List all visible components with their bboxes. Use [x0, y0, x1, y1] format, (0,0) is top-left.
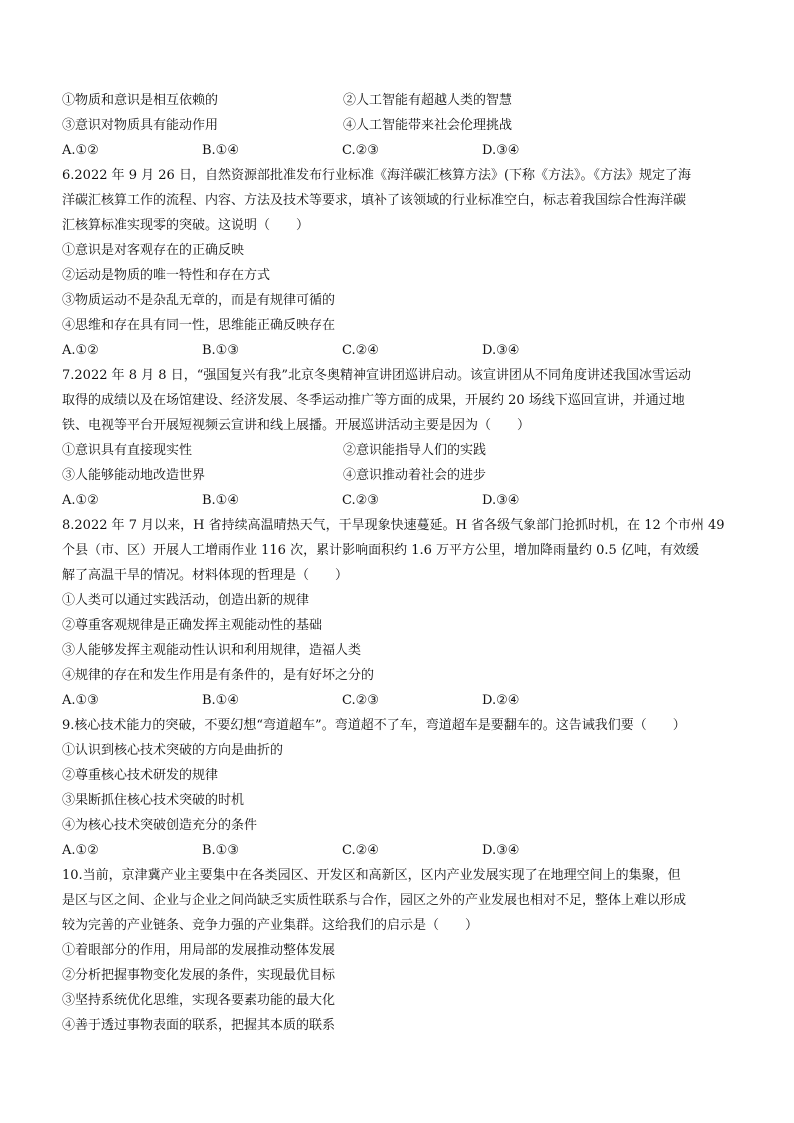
- choice-d: D.③④: [482, 493, 520, 508]
- option: ④为核心技术突破创造充分的条件: [62, 818, 258, 833]
- option: ④意识推动着社会的进步: [343, 468, 487, 483]
- choice-row: [62, 138, 738, 163]
- question-stem-line: 较为完善的产业链条、竞争力强的产业集群。这给我们的启示是（ ）: [62, 918, 479, 933]
- question-9: [62, 713, 738, 863]
- question-stem-line: 8.2022 年 7 月以来，H 省持续高温晴热天气，干旱现象快速蔓延。H 省各级气象部门抢抓时机，在 12 个市州 49: [62, 518, 725, 533]
- question-stem-line: 铁、电视等平台开展短视频云宣讲和线上展播。开展巡讲活动主要是因为（ ）: [62, 418, 531, 433]
- option-row: [62, 88, 738, 113]
- option: ②分析把握事物变化发展的条件，实现最优目标: [62, 968, 336, 983]
- option: ①人类可以通过实践活动，创造出新的规律: [62, 593, 310, 608]
- choice-d: D.③④: [482, 343, 520, 358]
- question-stem-line: 10.当前，京津冀产业主要集中在各类园区、开发区和高新区，区内产业发展实现了在地理空间上的集聚，但: [62, 868, 681, 883]
- option: ①着眼部分的作用，用局部的发展推动整体发展: [62, 943, 336, 958]
- choice-c: C.②③: [342, 493, 379, 508]
- choice-c: C.②③: [342, 143, 379, 158]
- choice-d: D.③④: [482, 143, 520, 158]
- option: ③坚持系统优化思维，实现各要素功能的最大化: [62, 993, 336, 1008]
- option: ③果断抓住核心技术突破的时机: [62, 793, 245, 808]
- question-8: [62, 513, 738, 713]
- question-6: [62, 163, 738, 363]
- choice-b: B.①④: [202, 493, 239, 508]
- choice-row: [62, 688, 738, 713]
- question-stem-line: 洋碳汇核算工作的流程、内容、方法及技术等要求，填补了该领域的行业标准空白，标志着我国综合性海洋碳: [62, 193, 687, 208]
- option: ②运动是物质的唯一特性和存在方式: [62, 268, 271, 283]
- choice-row: [62, 488, 738, 513]
- question-stem-line: 7.2022 年 8 月 8 日，“强国复兴有我”北京冬奥精神宣讲团巡讲启动。该宣讲团从不同角度讲述我国冰雪运动: [62, 368, 691, 383]
- choice-d: D.③④: [482, 843, 520, 858]
- option: ①意识具有直接现实性: [62, 443, 193, 458]
- option: ③物质运动不是杂乱无章的，而是有规律可循的: [62, 293, 336, 308]
- question-stem-line: 9.核心技术能力的突破，不要幻想“弯道超车”。弯道超不了车，弯道超车是要翻车的。这告诫我们要（ ）: [62, 718, 686, 733]
- choice-row: [62, 838, 738, 863]
- choice-a: A.①②: [62, 843, 99, 858]
- question-10: [62, 863, 738, 1038]
- option-row: [62, 113, 738, 138]
- choice-a: A.①③: [62, 693, 99, 708]
- choice-b: B.①③: [202, 843, 239, 858]
- question-stem-line: 取得的成绩以及在场馆建设、经济发展、冬季运动推广等方面的成果，开展约 20 场线下巡回宣讲，并通过地: [62, 393, 685, 408]
- option: ④规律的存在和发生作用是有条件的，是有好坏之分的: [62, 668, 375, 683]
- question-stem-line: 个县（市、区）开展人工增雨作业 116 次，累计影响面积约 1.6 万平方公里，增加降雨量约 0.5 亿吨，有效缓: [62, 543, 699, 558]
- choice-b: B.①④: [202, 693, 239, 708]
- choice-a: A.①②: [62, 143, 99, 158]
- choice-b: B.①④: [202, 143, 239, 158]
- choice-c: C.②④: [342, 843, 379, 858]
- choice-b: B.①③: [202, 343, 239, 358]
- option-row: [62, 463, 738, 488]
- choice-c: C.②④: [342, 343, 379, 358]
- option: ②尊重客观规律是正确发挥主观能动性的基础: [62, 618, 323, 633]
- choice-d: D.②④: [482, 693, 520, 708]
- option: ①认识到核心技术突破的方向是曲折的: [62, 743, 284, 758]
- option: ④思维和存在具有同一性，思维能正确反映存在: [62, 318, 336, 333]
- option: ③人能够能动地改造世界: [62, 468, 206, 483]
- choice-c: C.②③: [342, 693, 379, 708]
- option: ④人工智能带来社会伦理挑战: [343, 118, 513, 133]
- option: ②意识能指导人们的实践: [343, 443, 487, 458]
- option: ②人工智能有超越人类的智慧: [343, 93, 513, 108]
- question-7: [62, 363, 738, 513]
- choice-a: A.①②: [62, 493, 99, 508]
- question-stem-line: 解了高温干旱的情况。材料体现的哲理是（ ）: [62, 568, 349, 583]
- question-stem-line: 6.2022 年 9 月 26 日，自然资源部批准发布行业标准《海洋碳汇核算方法》(下称《方法》。《方法》规定了海: [62, 168, 692, 183]
- choice-row: [62, 338, 738, 363]
- choice-a: A.①②: [62, 343, 99, 358]
- option: ②尊重核心技术研发的规律: [62, 768, 219, 783]
- option: ①物质和意识是相互依赖的: [62, 93, 219, 108]
- option: ①意识是对客观存在的正确反映: [62, 243, 245, 258]
- option: ③人能够发挥主观能动性认识和利用规律，造福人类: [62, 643, 362, 658]
- question-stem-line: 汇核算标准实现零的突破。这说明（ ）: [62, 218, 310, 233]
- option-row: [62, 438, 738, 463]
- question-stem-line: 是区与区之间、企业与企业之间尚缺乏实质性联系与合作，园区之外的产业发展也相对不足，整体上难以形成: [62, 893, 687, 908]
- option: ④善于透过事物表面的联系，把握其本质的联系: [62, 1018, 336, 1033]
- option: ③意识对物质具有能动作用: [62, 118, 219, 133]
